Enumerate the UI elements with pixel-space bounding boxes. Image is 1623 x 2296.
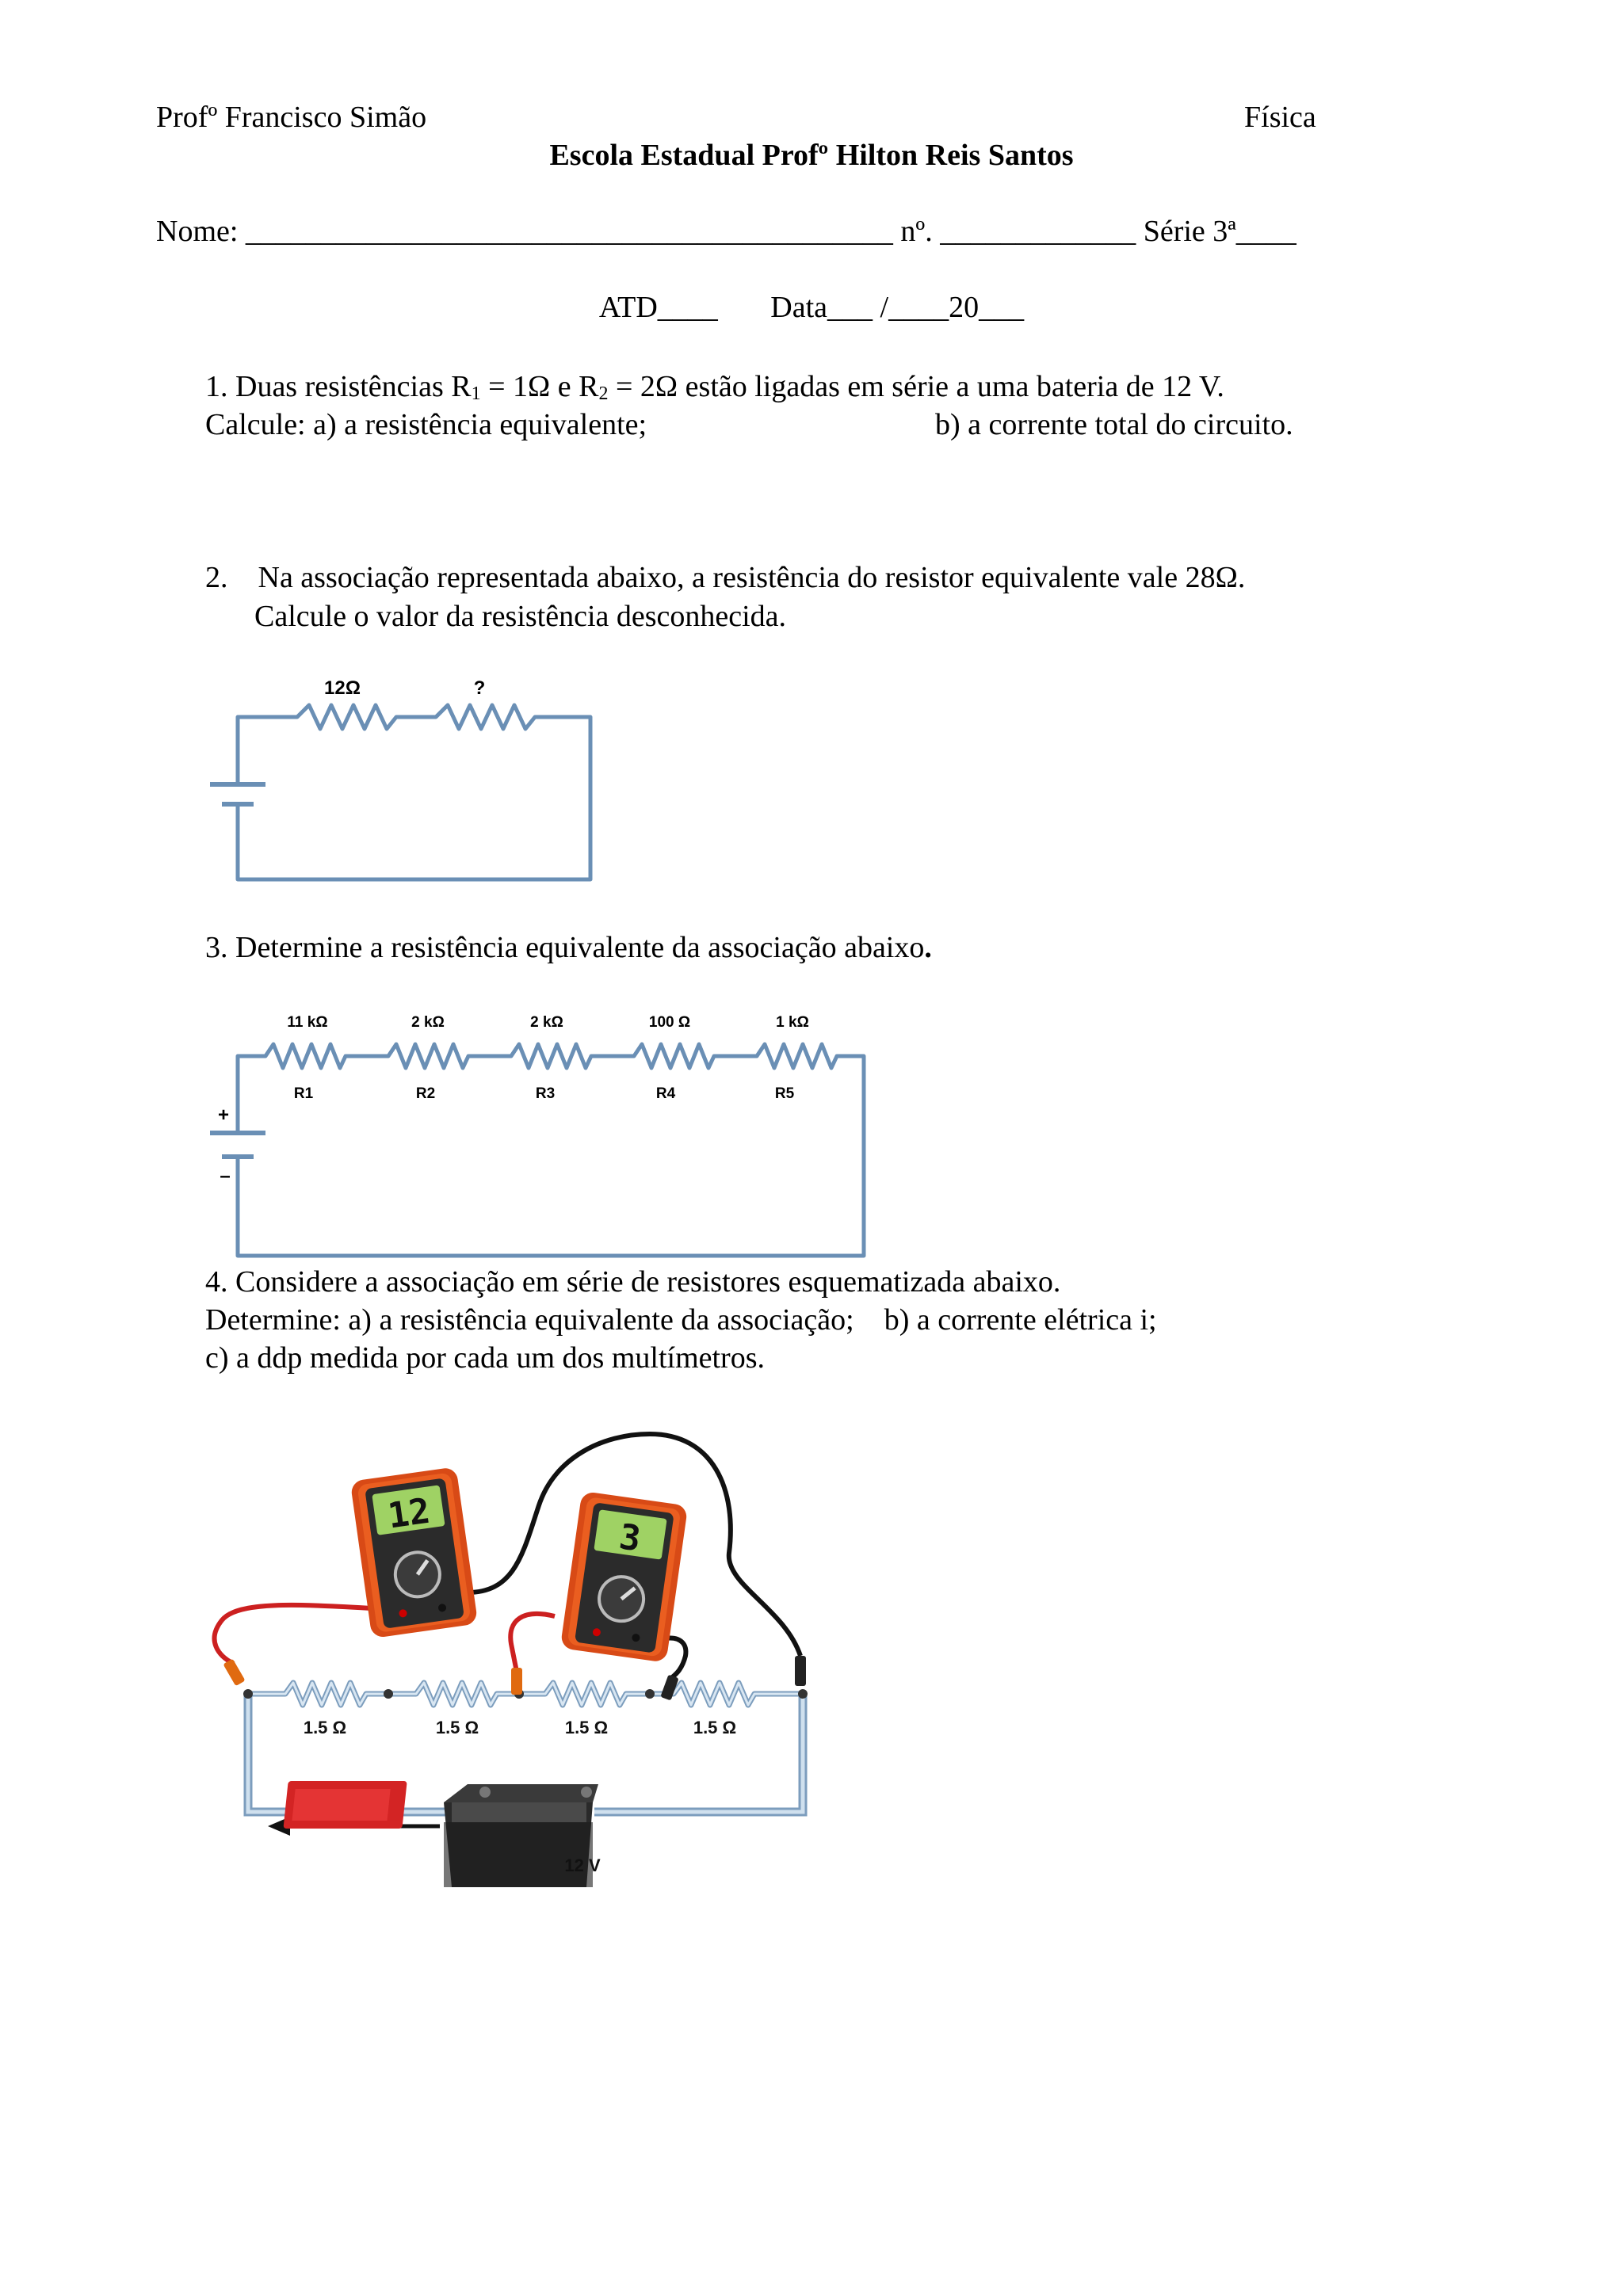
q3-name-label: R3 (535, 1085, 556, 1102)
multimeter-2 (560, 1491, 689, 1663)
q4-resistor-label: 1.5 Ω (435, 1718, 479, 1737)
q4-line3: c) a ddp medida por cada um dos multímetros. (205, 1341, 765, 1375)
q3-line1: 3. Determine a resistência equivalente da associação abaixo. (205, 931, 932, 964)
probe-wire-red-1 (215, 1605, 372, 1664)
teacher-name: Profº Francisco Simão (156, 101, 427, 134)
probe-tip-red (223, 1659, 245, 1687)
q2-line1: 2. Na associação representada abaixo, a resistência do resistor equivalente vale 28Ω. (205, 561, 1246, 594)
q2-circuit (210, 705, 590, 879)
q3-value-label: 11 kΩ (287, 1014, 328, 1031)
q4-line2: Determine: a) a resistência equivalente da associação; b) a corrente elétrica i; (205, 1303, 1157, 1337)
q1-line2a: Calcule: a) a resistência equivalente; (205, 408, 647, 441)
q3-plus-sign: + (217, 1104, 230, 1126)
q2-r1-label: 12Ω (324, 677, 361, 699)
probe-tip-red (511, 1668, 522, 1695)
probe-wire-red-2 (510, 1614, 555, 1672)
q4-circuit (215, 1434, 808, 1887)
battery-terminal (479, 1787, 491, 1798)
atd-date-line: ATD____ Data___ /____20___ (598, 291, 1025, 324)
q3-wire (238, 1044, 864, 1256)
q3-name-label: R5 (774, 1085, 795, 1102)
q3-value-label: 1 kΩ (776, 1014, 809, 1031)
q1-line1: 1. Duas resistências $R_1 = 1\Omega$ e $R_2 = 2\Omega$ estão ligadas em série a uma bateria de 12 V. (205, 370, 1224, 404)
q4-line1: 4. Considere a associação em série de resistores esquematizada abaixo. (205, 1265, 1061, 1299)
battery-terminal (581, 1787, 592, 1798)
q3-name-label: R2 (415, 1085, 436, 1102)
q2-r2-label: ? (473, 677, 486, 699)
junction-dot (384, 1689, 393, 1699)
q3-value-label: 2 kΩ (530, 1014, 563, 1031)
q4-resistor-label: 1.5 Ω (564, 1718, 609, 1737)
q3-name-label: R4 (655, 1085, 676, 1102)
q4-resistor-label: 1.5 Ω (693, 1718, 737, 1737)
probe-tip-black (795, 1656, 806, 1686)
meter1-display: 12 (385, 1490, 433, 1537)
q3-circuit (210, 1044, 864, 1256)
q2-wire (238, 705, 590, 879)
multimeter-1 (350, 1466, 479, 1638)
battery-label: 12 V (564, 1855, 601, 1875)
q3-value-label: 100 Ω (648, 1014, 691, 1031)
junction-dot (645, 1689, 655, 1699)
subject-name: Física (1244, 101, 1316, 134)
q1-line2b: b) a corrente total do circuito. (935, 408, 1293, 441)
q3-name-label: R1 (293, 1085, 314, 1102)
junction-dot (243, 1689, 253, 1699)
junction-dot (798, 1689, 808, 1699)
q2-line2: Calcule o valor da resistência desconhecida. (254, 600, 787, 633)
name-line: Nome: ___________________________________________ nº. _____________ Série 3ª____ (156, 215, 1296, 248)
school-name: Escola Estadual Profº Hilton Reis Santos (549, 139, 1074, 172)
q4-resistor-label: 1.5 Ω (303, 1718, 347, 1737)
battery (283, 1781, 598, 1887)
q3-value-label: 2 kΩ (411, 1014, 445, 1031)
meter2-display: 3 (617, 1516, 643, 1560)
q3-minus-sign: – (220, 1165, 231, 1187)
